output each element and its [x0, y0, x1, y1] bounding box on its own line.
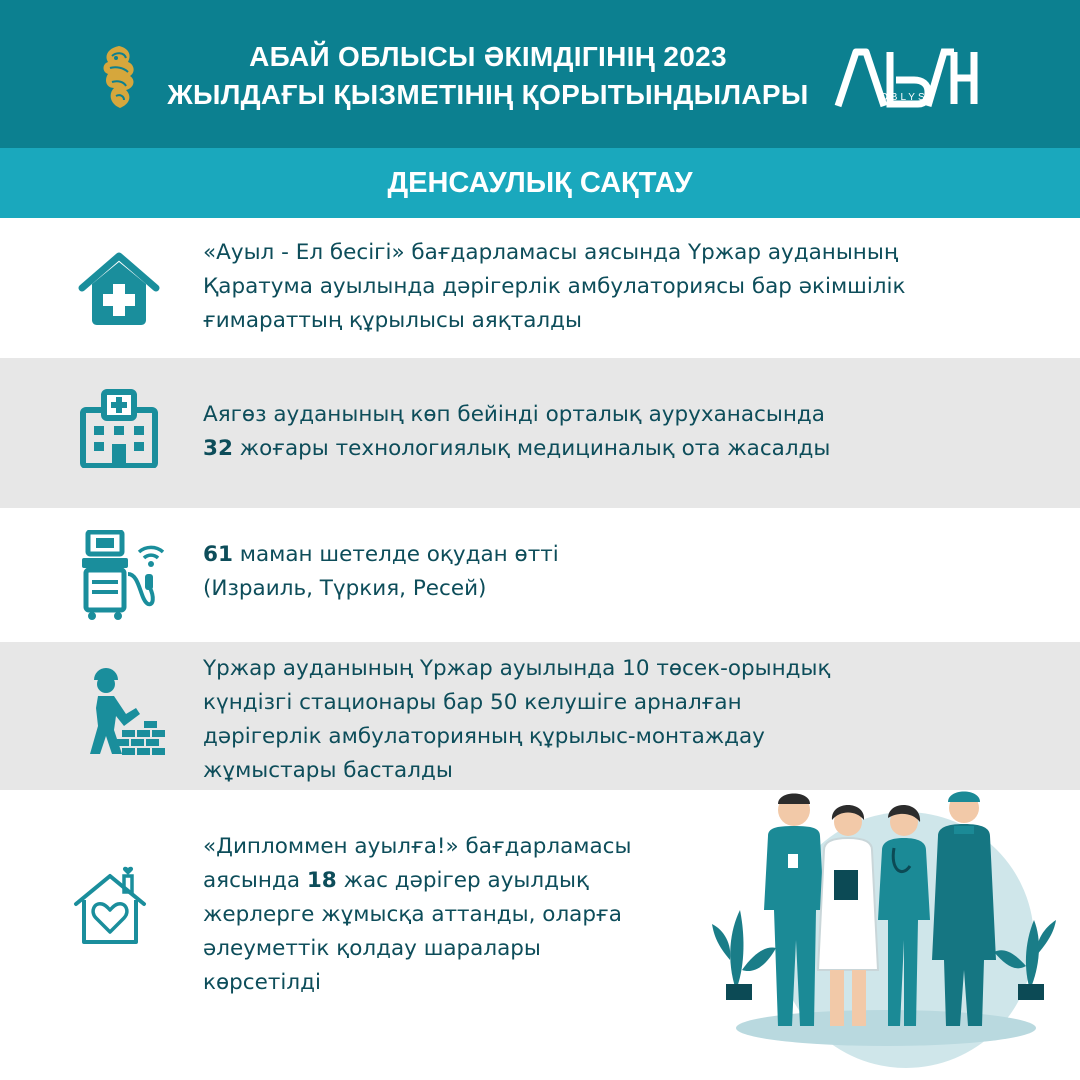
item-line-rest: жас дәрігер ауылдық	[336, 868, 589, 893]
hospital-building-icon	[80, 388, 158, 468]
item-line	[203, 538, 559, 572]
list-item	[0, 508, 1080, 642]
item-text	[203, 236, 906, 338]
item-text	[203, 398, 830, 466]
item-line	[203, 432, 830, 466]
item-line-pre: аясында	[203, 868, 307, 893]
section-title: ДЕНСАУЛЫҚ САҚТАУ	[387, 167, 693, 199]
item-line: ғимараттың құрылысы аяқталды	[203, 308, 583, 333]
highlight-number: 61	[203, 542, 233, 567]
home-heart-icon	[72, 866, 148, 946]
hospital-house-icon	[78, 250, 160, 328]
item-line: жұмыстары басталды	[203, 758, 453, 783]
list-item	[0, 358, 1080, 508]
item-line: (Израиль, Түркия, Ресей)	[203, 576, 487, 601]
item-line: Қаратума ауылында дәрігерлік амбулаториясы бар әкімшілік	[203, 274, 906, 299]
title-line-2: ЖЫЛДАҒЫ ҚЫЗМЕТІНІҢ ҚОРЫТЫНДЫЛАРЫ	[167, 79, 809, 110]
abai-logo-icon	[832, 44, 982, 118]
highlight-number: 18	[306, 868, 337, 893]
header	[0, 0, 1080, 148]
list-item	[0, 642, 1080, 790]
snow-leopard-emblem-icon	[96, 42, 142, 112]
item-line: «Ауыл - Ел бесігі» бағдарламасы аясында Үржар ауданының	[203, 240, 899, 265]
item-line: Үржар ауданының Үржар ауылында 10 төсек-орындық	[203, 656, 831, 681]
highlight-number: 32	[203, 436, 233, 461]
item-line	[203, 864, 631, 898]
item-line-rest: жоғары технологиялық медициналық ота жасалды	[232, 436, 831, 461]
medical-team-illustration	[706, 770, 1066, 1070]
medical-equipment-icon	[78, 530, 164, 622]
section-header	[0, 148, 1080, 218]
page-title	[148, 38, 828, 114]
item-line: жерлерге жұмысқа аттанды, оларға	[203, 902, 622, 927]
item-line: күндізгі стационары бар 50 келушіге арналған	[203, 690, 742, 715]
item-line-rest: маман шетелде оқудан өтті	[232, 542, 559, 567]
item-text	[203, 830, 631, 1000]
item-text	[203, 538, 559, 606]
title-line-1: АБАЙ ОБЛЫСЫ ӘКІМДІГІНІҢ 2023	[249, 41, 727, 72]
item-text	[203, 652, 831, 788]
logo-subtitle: OBLYSY	[880, 92, 938, 103]
item-line: дәрігерлік амбулаторияның құрылыс-монтаждау	[203, 724, 765, 749]
item-line: Аягөз ауданының көп бейінді орталық ауруханасында	[203, 402, 825, 427]
item-line: көрсетілді	[203, 970, 321, 995]
item-line: «Дипломмен ауылға!» бағдарламасы	[203, 834, 632, 859]
construction-worker-icon	[78, 664, 168, 756]
list-item	[0, 218, 1080, 358]
item-line: әлеуметтік қолдау шаралары	[203, 936, 541, 961]
